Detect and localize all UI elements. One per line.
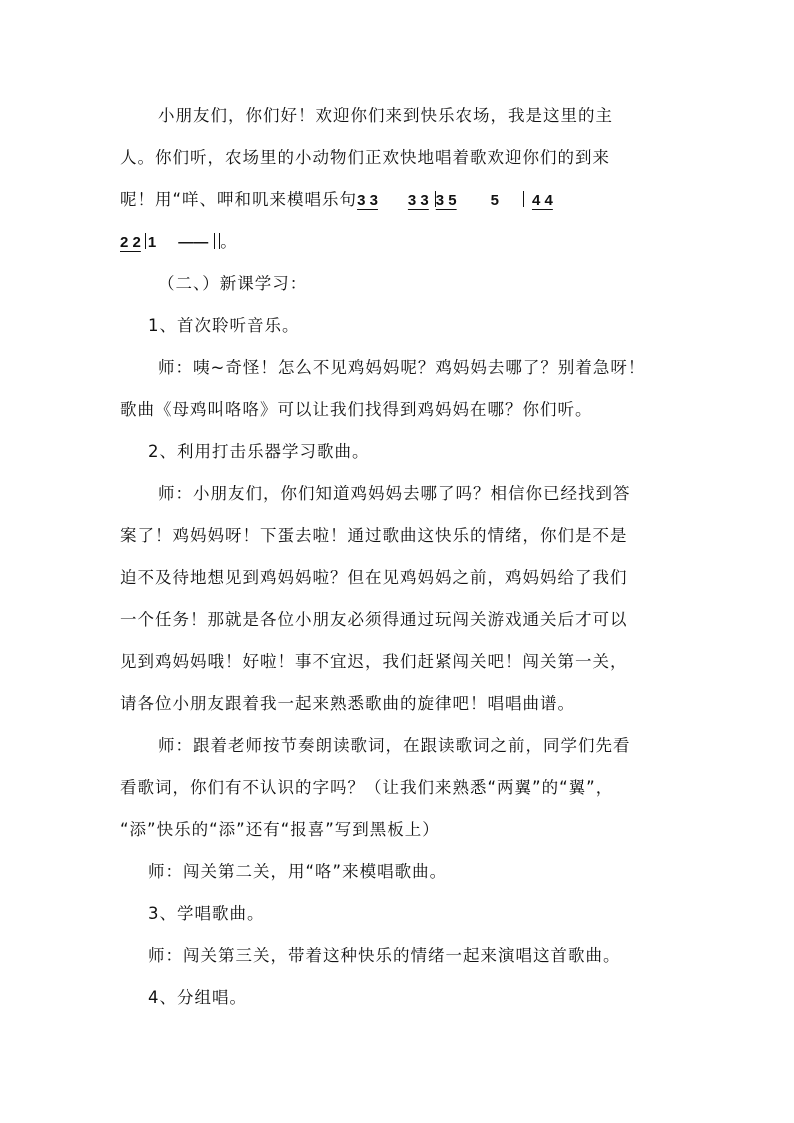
- step3-p1-line1: [148, 944, 621, 968]
- intro-line-4: [120, 230, 238, 255]
- step3-text-1: 师：闯关第三关，带着这种快乐的情绪一起来演唱这首歌曲。: [148, 946, 621, 965]
- step2-p1-line2: [120, 524, 628, 548]
- step1-title-text: 1、首次聆听音乐。: [148, 316, 300, 335]
- step4-title: [148, 986, 247, 1010]
- step1-p1-line2: [120, 398, 593, 422]
- intro-text-1: 小朋友们，你们好！欢迎你们来到快乐农场，我是这里的主: [158, 106, 613, 125]
- intro-line-3: [120, 188, 553, 213]
- step2-p1-line3: [120, 566, 628, 590]
- step2-text-8: 看歌词，你们有不认识的字吗？（让我们来熟悉“两翼”的“翼”，: [120, 778, 614, 797]
- step2-p1-line4: [120, 608, 628, 632]
- music-notation-4: 5: [490, 192, 499, 209]
- intro-line-2: [120, 146, 610, 170]
- step2-text-4: 一个任务！那就是各位小朋友必须得通过玩闯关游戏通关后才可以: [120, 610, 628, 629]
- step3-title-text: 3、学唱歌曲。: [148, 904, 265, 923]
- step2-title-text: 2、利用打击乐器学习歌曲。: [148, 442, 370, 461]
- section-heading: [158, 272, 307, 296]
- music-notation-7: 1: [147, 234, 157, 251]
- music-notation-1: 3 3: [357, 192, 378, 209]
- step2-text-2: 案了！鸡妈妈呀！下蛋去啦！通过歌曲这快乐的情绪，你们是不是: [120, 526, 628, 545]
- step2-text-6: 请各位小朋友跟着我一起来熟悉歌曲的旋律吧！唱唱曲谱。: [120, 694, 575, 713]
- step2-p2-line1: [158, 734, 631, 758]
- step2-title: [148, 440, 370, 464]
- step1-p1-line1: [158, 356, 645, 380]
- step2-p2-line2: [120, 776, 613, 800]
- step4-title-text: 4、分组唱。: [148, 988, 247, 1007]
- step2-text-7: 师：跟着老师按节奏朗读歌词，在跟读歌词之前，同学们先看: [158, 736, 631, 755]
- step2-text-10: 师：闯关第二关，用“咯”来模唱歌曲。: [148, 862, 448, 881]
- music-notation-6: 2 2: [120, 234, 141, 251]
- step2-p1-line1: [158, 482, 631, 506]
- music-notation-8: ——: [178, 234, 209, 251]
- step2-text-5: 见到鸡妈妈哦！好啦！事不宜迟，我们赶紧闯关吧！闯关第一关，: [120, 652, 628, 671]
- music-notation-3: 3 5: [435, 192, 457, 209]
- step2-text-9: “添”快乐的“添”还有“报喜”写到黑板上）: [120, 820, 440, 839]
- step2-text-3: 迫不及待地想见到鸡妈妈啦？但在见鸡妈妈之前，鸡妈妈给了我们: [120, 568, 628, 587]
- step1-text-2: 歌曲《母鸡叫咯咯》可以让我们找得到鸡妈妈在哪？你们听。: [120, 400, 593, 419]
- intro-text-3: 呢！用“咩、呷和叽来模唱乐句: [120, 190, 358, 209]
- intro-text-2: 人。你们听，农场里的小动物们正欢快地唱着歌欢迎你们的到来: [120, 148, 610, 167]
- step1-title: [148, 314, 300, 338]
- step3-title: [148, 902, 265, 926]
- step2-p1-line5: [120, 650, 628, 674]
- bar-line: [214, 233, 215, 249]
- music-notation-2: 3 3: [407, 192, 429, 209]
- intro-line-1: [158, 104, 613, 128]
- bar-line: [523, 191, 524, 207]
- bar-line: [145, 233, 146, 249]
- intro-end-punct: 。: [220, 232, 238, 251]
- section-heading-text: （二、）新课学习：: [158, 274, 308, 293]
- step2-p2-line3: [120, 818, 440, 842]
- step2-p3-line1: [148, 860, 447, 884]
- step1-text-1: 师：咦~奇怪！怎么不见鸡妈妈呢？鸡妈妈去哪了？别着急呀！: [158, 358, 646, 377]
- music-notation-5: 4 4: [531, 192, 553, 209]
- step2-text-1: 师：小朋友们，你们知道鸡妈妈去哪了吗？相信你已经找到答: [158, 484, 631, 503]
- step2-p1-line6: [120, 692, 575, 716]
